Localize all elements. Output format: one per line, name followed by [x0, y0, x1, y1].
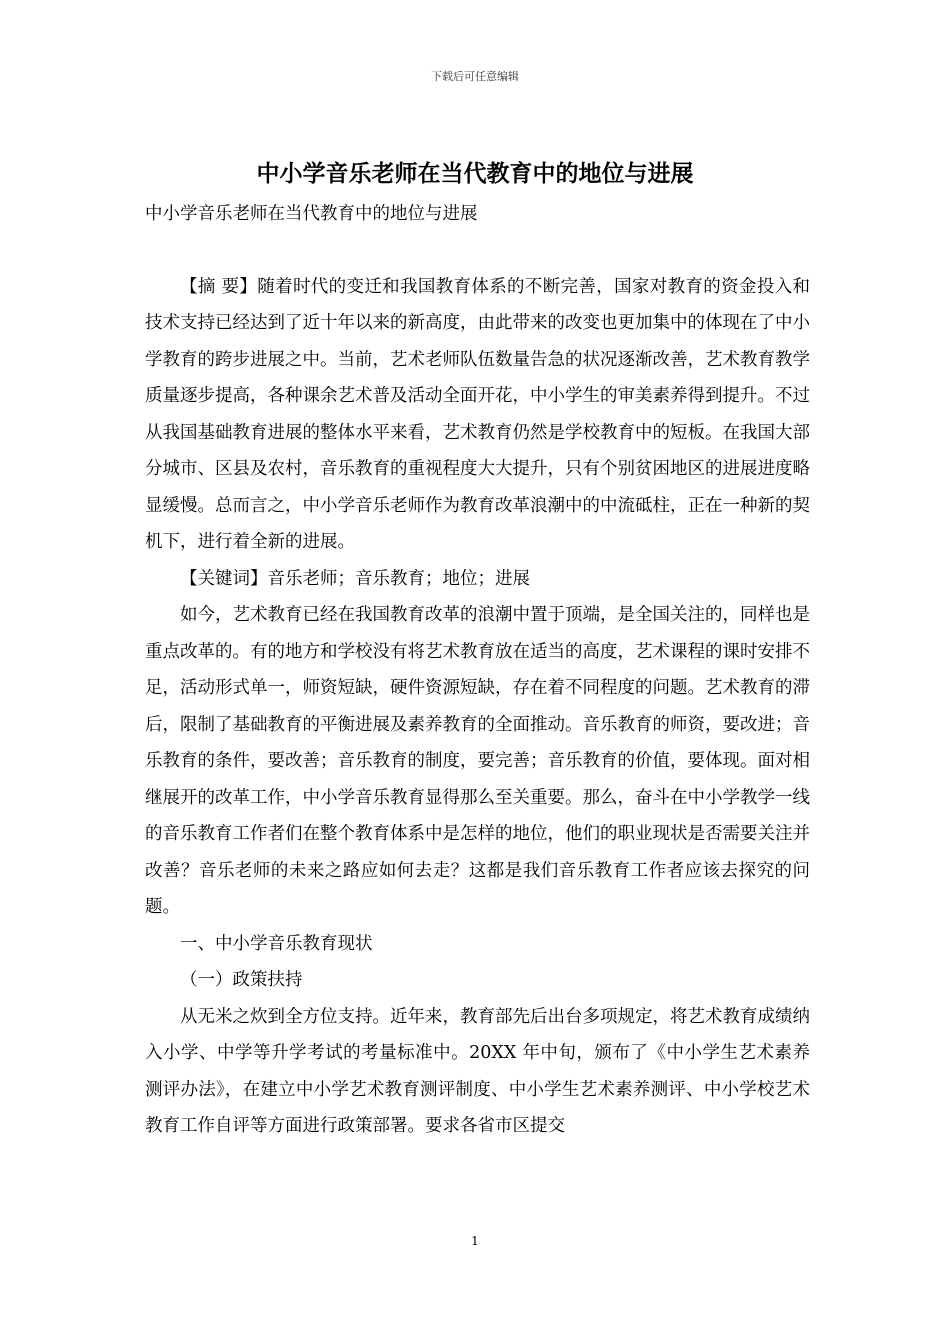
document-subtitle: 中小学音乐老师在当代教育中的地位与进展: [145, 204, 478, 224]
document-body: [145, 196, 810, 1145]
page-number: 1: [471, 1234, 479, 1248]
document-title: 中小学音乐老师在当代教育中的地位与进展: [256, 160, 694, 187]
subsection-heading: （一）政策扶持: [180, 970, 303, 990]
section-heading: 一、中小学音乐教育现状: [180, 933, 373, 954]
abstract-paragraph: 【摘 要】随着时代的变迁和我国教育体系的不断完善，国家对教育的资金投入和技术支持已经达到了近十年以来的新高度，由此带来的改变也更加集中的体现在了中小学教育的跨步进展之中。当前，艺术老师队伍数量告急的状况逐渐改善，艺术教育教学质量逐步提高，各种课余艺术普及活动全面开花，中小学生的审美素养得到提升。不过从我国基础教育进展的整体水平来看，艺术教育仍然是学校教育中的短板。在我国大部分城市、区县及农村，音乐教育的重视程度大大提升，只有个别贫困地区的进展进度略显缓慢。总而言之，中小学音乐老师作为教育改革浪潮中的中流砥柱，正在一种新的契机下，进行着全新的进展。: [145, 276, 810, 552]
policy-paragraph: 从无米之炊到全方位支持。近年来，教育部先后出台多项规定，将艺术教育成绩纳入小学、中学等升学考试的考量标准中。20XX 年中旬，颁布了《中小学生艺术素养测评办法》，在建立中小学艺术教育测评制度、中小学生艺术素养测评、中小学校艺术教育工作自评等方面进行政策部署。要求各省市区提交: [145, 1006, 810, 1136]
keywords-paragraph: 【关键词】音乐老师；音乐教育；地位；进展: [180, 568, 530, 589]
intro-paragraph: 如今，艺术教育已经在我国教育改革的浪潮中置于顶端，是全国关注的，同样也是重点改革的。有的地方和学校没有将艺术教育放在适当的高度，艺术课程的课时安排不足，活动形式单一，师资短缺，硬件资源短缺，存在着不同程度的问题。艺术教育的滞后，限制了基础教育的平衡进展及素养教育的全面推动。音乐教育的师资，要改进；音乐教育的条件，要改善；音乐教育的制度，要完善；音乐教育的价值，要体现。面对相继展开的改革工作，中小学音乐教育显得那么至关重要。那么，奋斗在中小学教学一线的音乐教育工作者们在整个教育体系中是怎样的地位，他们的职业现状是否需要关注并改善？音乐老师的未来之路应如何去走？这都是我们音乐教育工作者应该去探究的问题。: [145, 605, 810, 917]
header-note: 下载后可任意编辑: [431, 70, 519, 83]
